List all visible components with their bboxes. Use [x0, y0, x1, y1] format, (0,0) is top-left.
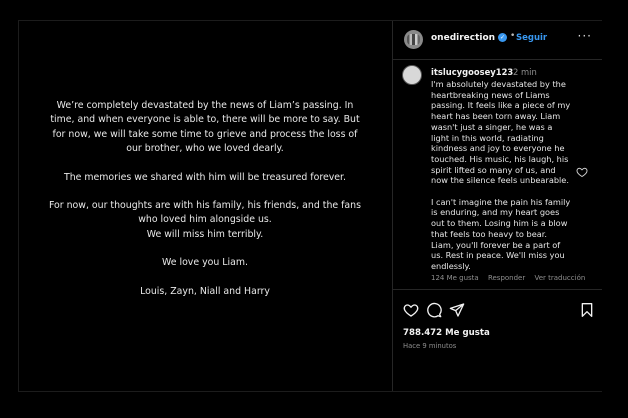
heart-icon[interactable]: [403, 302, 419, 318]
account-avatar[interactable]: [404, 30, 423, 49]
follow-button[interactable]: Seguir: [516, 33, 548, 43]
post-sidebar: [392, 21, 602, 391]
instagram-post-modal: [18, 20, 602, 392]
comment-likes[interactable]: 124 Me gusta: [431, 274, 479, 282]
statement-paragraph: For now, our thoughts are with his family, his friends, and the fans who loved him alongside us.: [48, 200, 362, 226]
verified-badge-icon: ✓: [499, 34, 506, 41]
statement-text: [47, 99, 363, 313]
reply-button[interactable]: Responder: [487, 274, 526, 282]
separator-dot: •: [510, 31, 516, 41]
post-likes[interactable]: 788.472 Me gusta: [403, 328, 490, 338]
post-timestamp: Hace 9 minutos: [403, 342, 457, 350]
statement-signature: Louis, Zayn, Niall and Harry: [140, 285, 270, 297]
statement-paragraph: We’re completely devastated by the news of Liam’s passing. In time, and when everyone is able to, there will be more to say. But for now, we will take some time to grieve and process the loss of our brother, who we loved dearly.: [50, 100, 360, 155]
comment-paragraph: I can't imagine the pain his family is enduring, and my heart goes out to them. Losing him is a blow that feels too heavy to bear. Liam, you'll forever be a part of us. Rest in peace. We'll miss you endlessly.: [431, 196, 571, 271]
comment-meta: [431, 274, 592, 282]
more-options-icon[interactable]: ···: [577, 29, 592, 43]
bookmark-icon[interactable]: [579, 302, 595, 318]
see-translation-button[interactable]: Ver traducción: [534, 274, 586, 282]
comment-heart-icon[interactable]: [576, 166, 588, 178]
commenter-avatar[interactable]: [402, 65, 422, 85]
comment-time: 2 min: [513, 67, 537, 77]
post-header: [393, 21, 602, 60]
statement-paragraph: We love you Liam.: [162, 257, 248, 269]
comment-text: [431, 79, 571, 282]
account-username[interactable]: onedirection: [431, 33, 496, 43]
statement-paragraph: The memories we shared with him will be treasured forever.: [63, 171, 347, 183]
comment-icon[interactable]: [426, 302, 442, 318]
commenter-username[interactable]: itslucygoosey123: [431, 67, 514, 77]
post-image[interactable]: [19, 21, 391, 391]
comment-paragraph: I'm absolutely devastated by the heartbreaking news of Liams passing. It feels like a piece of my heart has been torn away. Liam wasn't just a singer, he was a light in this world, radiating kindness and joy to everyone he touched. His music, his laugh, his spirit lifted so many of us, and now the silence feels unbearable.: [431, 79, 571, 186]
post-actions: [393, 289, 602, 392]
share-icon[interactable]: [449, 302, 465, 318]
statement-paragraph: We will miss him terribly.: [146, 228, 264, 240]
